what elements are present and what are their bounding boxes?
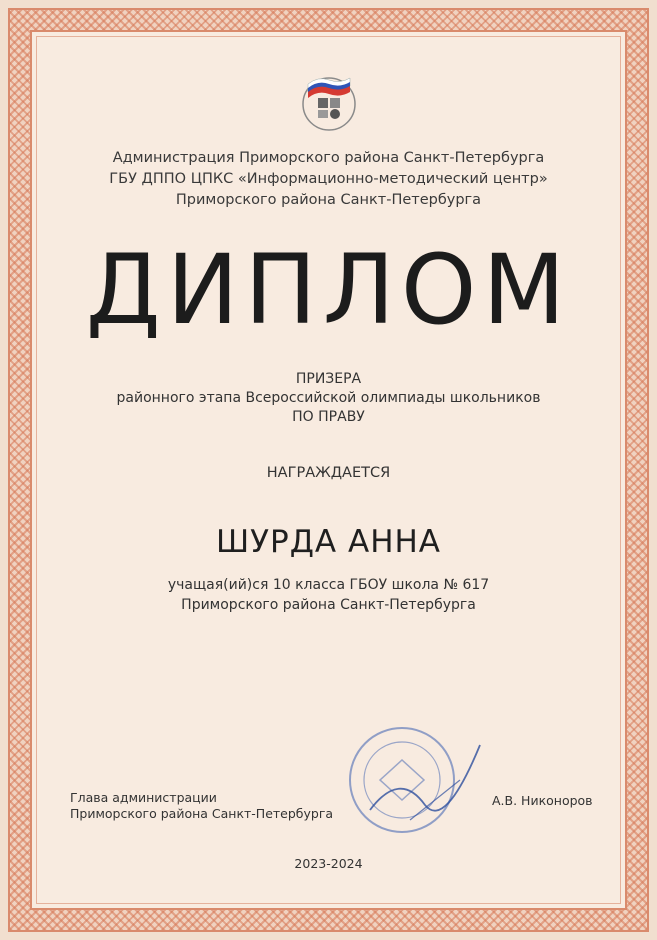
header-line-1: Администрация Приморского района Санкт-Петербурга [112, 150, 545, 166]
signatory-name: А.В. Никоноров [492, 793, 593, 808]
award-subject: ПО ПРАВУ [292, 409, 365, 425]
official-stamp-icon [340, 710, 490, 860]
recipient-details [30, 575, 627, 615]
awarded-label: НАГРАЖДАЕТСЯ [266, 465, 391, 481]
recipient-name: ШУРДА АННА [215, 524, 442, 560]
academic-year: 2023-2024 [294, 856, 363, 871]
diploma-title: ДИПЛОМ [85, 234, 572, 346]
position-line-2: Приморского района Санкт-Петербурга [70, 806, 334, 821]
header-line-3: Приморского района Санкт-Петербурга [175, 192, 482, 208]
recipient-school: учащая(ий)ся 10 класса ГБОУ школа № 617 [167, 577, 490, 593]
award-rank: ПРИЗЕРА [295, 371, 362, 387]
signatory-position [70, 790, 333, 822]
diploma-content [30, 30, 627, 910]
recipient-district: Приморского района Санкт-Петербурга [181, 597, 476, 613]
position-line-1: Глава администрации [70, 790, 217, 805]
award-description [30, 370, 627, 427]
olympiad-logo-icon [296, 68, 362, 134]
organization-header [30, 148, 627, 211]
header-line-2: ГБУ ДППО ЦПКС «Информационно-методический центр» [109, 171, 548, 187]
award-event: районного этапа Всероссийской олимпиады школьников [116, 390, 541, 406]
